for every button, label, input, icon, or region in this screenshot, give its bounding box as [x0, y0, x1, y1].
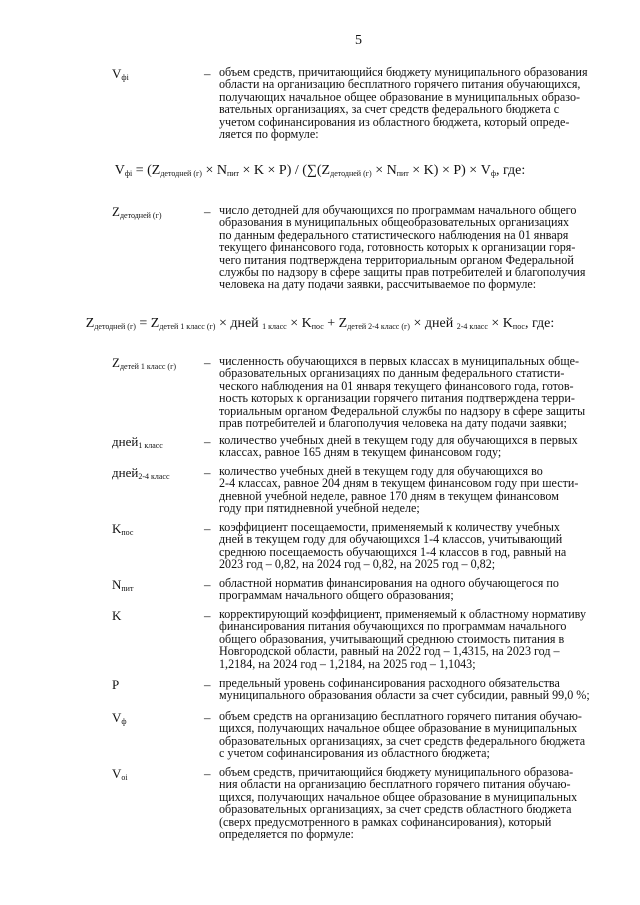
definition-symbol: $N_{пит}$ — [112, 577, 134, 593]
definition-text: предельный уровень софинансирования расходного обязательства муниципального образования области за счет субсидии, равный 99,0 %; — [219, 676, 590, 703]
definition-dash: – — [204, 677, 211, 692]
definition-text: объем средств, причитающийся бюджету муниципального образования области на организацию бесплатного горячего питания обучающихся, получающих начальное общее образование в муниципальных образо- вательных организациях, за счет средств федерального бюджета с учетом софинансирования из областного бюджета, который опреде- ляется по формуле: — [219, 65, 588, 142]
definition-text: корректирующий коэффициент, применяемый к областному нормативу финансирования питания обучающихся по программам начального общего образования, учитывающий среднюю стоимость питания в Новгородской области, равный на 2022 год – 1,4315, на 2023 год – 1,2184, на 2024 год – 1,2184, на 2025 год – 1,1043; — [219, 607, 587, 671]
definition-text: объем средств на организацию бесплатного горячего питания обучаю- щихся, получающих начальное общее образование в муниципальных образовательных организациях, за счет средств федерального бюджета с учетом софинансирования из областного бюджета; — [219, 709, 586, 761]
formula-z-children: $Z_{детодней (г)} = Z_{детей 1 класс (г)}$ × дней $_{1 класс} \times K_{пос} + Z_{детей 2-4 класс (г)}$ × дней $_{2-4 класс} \times K_{пос}$, где: — [85, 316, 555, 331]
definition-symbol: P — [112, 677, 120, 692]
formula-v-phi-i: $V_{фi} = (Z_{детодней (г)} \times N_{пит} \times K \times P) / (\sum(Z_{детодней (г)} \times N_{пит} \times K) \times P) \times V_ф$, где: — [114, 163, 526, 178]
definition-dash: – — [204, 465, 211, 480]
definition-symbol: $Z_{детей 1 класс (г)}$ — [112, 355, 177, 371]
definition-symbol: дней$_{1 класс}$ — [112, 434, 163, 450]
definition-text: количество учебных дней в текущем году для обучающихся в первых классах, равное 165 дням в текущем финансовом году; — [219, 433, 578, 460]
definition-dash: – — [204, 434, 211, 449]
definition-text: коэффициент посещаемости, применяемый к количеству учебных дней в текущем году для обучающихся 1-4 классов, учитывающий среднюю посещаемость обучающихся 1-4 классов в год, равный на 2023 год – 0,82, на 2024 год – 0,82, на 2025 год – 0,82; — [219, 520, 567, 572]
definition-symbol: K — [112, 608, 122, 623]
definition-text: областной норматив финансирования на одного обучающегося по программам начального общего образования; — [219, 576, 559, 603]
definition-symbol: $V_{oi}$ — [112, 766, 128, 782]
definition-dash: – — [204, 766, 211, 781]
definition-dash: – — [204, 204, 211, 219]
definition-text: численность обучающихся в первых классах в муниципальных обще- образовательных организациях по данным федерального статисти- ческого наблюдения на 01 января текущего финансового года, готов- ность которых к организации горячего питания подтверждена терри- ториальным органом Федеральной службы по надзору в сфере защиты прав потребителей и благополучия человека на дату подачи заявки; — [219, 354, 586, 431]
definition-text: объем средств, причитающийся бюджету муниципального образова- ния области на организацию бесплатного горячего питания обучаю- щихся, получающих начальное общее образование в муниципальных образовательных организациях, за счет средств областного бюджета (сверх предусмотренного в рамках софинансирования), который определяется по формуле: — [219, 765, 578, 842]
definition-symbol: $K_{пос}$ — [112, 521, 134, 537]
definition-symbol: $V_{фi}$ — [112, 66, 129, 82]
definition-text: количество учебных дней в текущем году для обучающихся во 2-4 классах, равное 204 дням в текущем финансовом году при шести- дневной учебной неделе, равное 170 дням в текущем финансовом году при пятидневной учебной неделе; — [219, 464, 579, 516]
definition-dash: – — [204, 66, 211, 81]
definition-dash: – — [204, 355, 211, 370]
definition-text: число детодней для обучающихся по программам начального общего образования в муниципальных общеобразовательных организациях по данным федерального статистического наблюдения на 01 января текущего финансового года, готовность которых к организации горя- чего питания подтверждена территориальным органом Федеральной службы по надзору в сфере защиты прав потребителей и благополучия человека на дату подачи заявки, рассчитываемое по формуле: — [219, 203, 586, 292]
definition-symbol: $Z_{детодней (г)}$ — [112, 204, 162, 220]
definition-symbol: $V_ф$ — [112, 710, 127, 726]
definition-dash: – — [204, 521, 211, 536]
definition-dash: – — [204, 608, 211, 623]
definition-dash: – — [204, 710, 211, 725]
definition-symbol: дней$_{2-4 класс}$ — [112, 465, 170, 481]
page-number: 5 — [355, 33, 362, 48]
definition-dash: – — [204, 577, 211, 592]
